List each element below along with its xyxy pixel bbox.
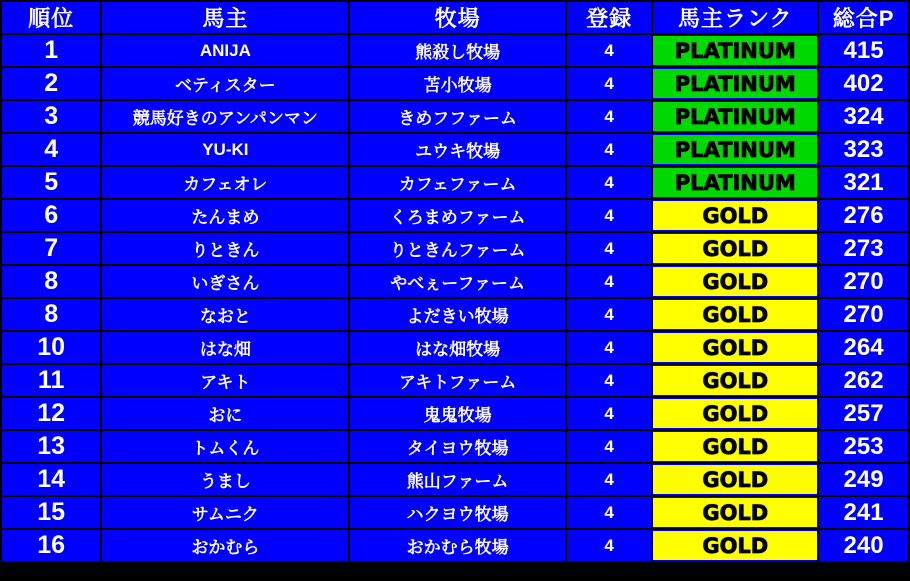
table-header-row <box>1 1 909 34</box>
cell-owner: トムくん <box>101 430 349 463</box>
cell-reg: 4 <box>566 100 653 133</box>
table-row <box>1 430 909 463</box>
cell-farm: カフェファーム <box>349 166 565 199</box>
cell-reg: 4 <box>566 166 653 199</box>
cell-reg: 4 <box>566 397 653 430</box>
table-row <box>1 331 909 364</box>
cell-reg: 4 <box>566 67 653 100</box>
cell-farm: ユウキ牧場 <box>349 133 565 166</box>
cell-owner: はな畑 <box>101 331 349 364</box>
cell-rank: 6 <box>1 199 101 232</box>
table-row <box>1 265 909 298</box>
cell-farm: 熊殺し牧場 <box>349 34 565 67</box>
table-row <box>1 529 909 562</box>
cell-total: 415 <box>818 34 909 67</box>
cell-rank: 4 <box>1 133 101 166</box>
cell-reg: 4 <box>566 331 653 364</box>
cell-owner-rank <box>652 397 818 430</box>
column-header-total: 総合P <box>818 1 909 34</box>
cell-owner-rank <box>652 463 818 496</box>
cell-rank: 1 <box>1 34 101 67</box>
status-badge: GOLD <box>653 333 817 362</box>
cell-total: 276 <box>818 199 909 232</box>
cell-owner: なおと <box>101 298 349 331</box>
table-row <box>1 67 909 100</box>
cell-rank: 11 <box>1 364 101 397</box>
status-badge: PLATINUM <box>653 168 817 197</box>
cell-owner: いぎさん <box>101 265 349 298</box>
cell-rank: 3 <box>1 100 101 133</box>
cell-total: 241 <box>818 496 909 529</box>
table-row <box>1 298 909 331</box>
table-row <box>1 496 909 529</box>
cell-owner-rank <box>652 133 818 166</box>
cell-owner-rank <box>652 298 818 331</box>
status-badge: GOLD <box>653 498 817 527</box>
cell-owner: YU-KI <box>101 133 349 166</box>
cell-total: 321 <box>818 166 909 199</box>
cell-reg: 4 <box>566 265 653 298</box>
cell-owner-rank <box>652 166 818 199</box>
cell-owner: おに <box>101 397 349 430</box>
status-badge: GOLD <box>653 234 817 263</box>
cell-farm: おかむら牧場 <box>349 529 565 562</box>
cell-total: 264 <box>818 331 909 364</box>
table-row <box>1 166 909 199</box>
cell-total: 253 <box>818 430 909 463</box>
column-header-owner: 馬主 <box>101 1 349 34</box>
cell-total: 273 <box>818 232 909 265</box>
cell-owner: おかむら <box>101 529 349 562</box>
cell-owner: カフェオレ <box>101 166 349 199</box>
cell-rank: 2 <box>1 67 101 100</box>
cell-rank: 8 <box>1 298 101 331</box>
cell-farm: アキトファーム <box>349 364 565 397</box>
cell-reg: 4 <box>566 463 653 496</box>
cell-owner-rank <box>652 199 818 232</box>
cell-farm: ハクヨウ牧場 <box>349 496 565 529</box>
table-row <box>1 397 909 430</box>
cell-total: 270 <box>818 298 909 331</box>
cell-reg: 4 <box>566 34 653 67</box>
status-badge: PLATINUM <box>653 135 817 164</box>
cell-rank: 16 <box>1 529 101 562</box>
cell-owner-rank <box>652 496 818 529</box>
cell-owner-rank <box>652 34 818 67</box>
table-row <box>1 463 909 496</box>
cell-rank: 13 <box>1 430 101 463</box>
cell-owner-rank <box>652 529 818 562</box>
cell-reg: 4 <box>566 430 653 463</box>
status-badge: GOLD <box>653 201 817 230</box>
column-header-reg: 登録 <box>566 1 653 34</box>
cell-owner: 競馬好きのアンパンマン <box>101 100 349 133</box>
cell-total: 324 <box>818 100 909 133</box>
column-header-rank: 順位 <box>1 1 101 34</box>
column-header-ownrank: 馬主ランク <box>652 1 818 34</box>
cell-owner: アキト <box>101 364 349 397</box>
status-badge: GOLD <box>653 366 817 395</box>
cell-owner-rank <box>652 265 818 298</box>
cell-reg: 4 <box>566 232 653 265</box>
cell-farm: やべぇーファーム <box>349 265 565 298</box>
status-badge: GOLD <box>653 300 817 329</box>
cell-owner-rank <box>652 331 818 364</box>
cell-reg: 4 <box>566 133 653 166</box>
cell-farm: はな畑牧場 <box>349 331 565 364</box>
status-badge: GOLD <box>653 399 817 428</box>
table-row <box>1 364 909 397</box>
cell-reg: 4 <box>566 364 653 397</box>
cell-total: 402 <box>818 67 909 100</box>
cell-total: 249 <box>818 463 909 496</box>
cell-total: 323 <box>818 133 909 166</box>
cell-total: 270 <box>818 265 909 298</box>
status-badge: PLATINUM <box>653 36 817 65</box>
cell-owner: りときん <box>101 232 349 265</box>
cell-rank: 14 <box>1 463 101 496</box>
table-row <box>1 232 909 265</box>
cell-reg: 4 <box>566 496 653 529</box>
cell-rank: 8 <box>1 265 101 298</box>
status-badge: GOLD <box>653 267 817 296</box>
cell-owner: サムニク <box>101 496 349 529</box>
cell-farm: 熊山ファーム <box>349 463 565 496</box>
table-body <box>1 34 909 562</box>
status-badge: GOLD <box>653 432 817 461</box>
cell-rank: 7 <box>1 232 101 265</box>
cell-owner: ANIJA <box>101 34 349 67</box>
cell-farm: 苫小牧場 <box>349 67 565 100</box>
cell-farm: きめフファーム <box>349 100 565 133</box>
status-badge: PLATINUM <box>653 102 817 131</box>
cell-rank: 12 <box>1 397 101 430</box>
cell-farm: 鬼鬼牧場 <box>349 397 565 430</box>
cell-farm: よだきい牧場 <box>349 298 565 331</box>
cell-rank: 15 <box>1 496 101 529</box>
table-row <box>1 100 909 133</box>
table-row <box>1 133 909 166</box>
cell-total: 257 <box>818 397 909 430</box>
column-header-farm: 牧場 <box>349 1 565 34</box>
cell-owner: ベティスター <box>101 67 349 100</box>
cell-owner-rank <box>652 430 818 463</box>
cell-reg: 4 <box>566 298 653 331</box>
cell-rank: 10 <box>1 331 101 364</box>
status-badge: GOLD <box>653 531 817 560</box>
cell-owner: うまし <box>101 463 349 496</box>
cell-rank: 5 <box>1 166 101 199</box>
cell-owner: たんまめ <box>101 199 349 232</box>
cell-total: 262 <box>818 364 909 397</box>
table-row <box>1 34 909 67</box>
cell-farm: くろまめファーム <box>349 199 565 232</box>
cell-total: 240 <box>818 529 909 562</box>
cell-farm: りときんファーム <box>349 232 565 265</box>
cell-farm: タイヨウ牧場 <box>349 430 565 463</box>
cell-owner-rank <box>652 232 818 265</box>
table-row <box>1 199 909 232</box>
cell-reg: 4 <box>566 529 653 562</box>
status-badge: PLATINUM <box>653 69 817 98</box>
cell-owner-rank <box>652 67 818 100</box>
cell-owner-rank <box>652 100 818 133</box>
cell-owner-rank <box>652 364 818 397</box>
status-badge: GOLD <box>653 465 817 494</box>
cell-reg: 4 <box>566 199 653 232</box>
